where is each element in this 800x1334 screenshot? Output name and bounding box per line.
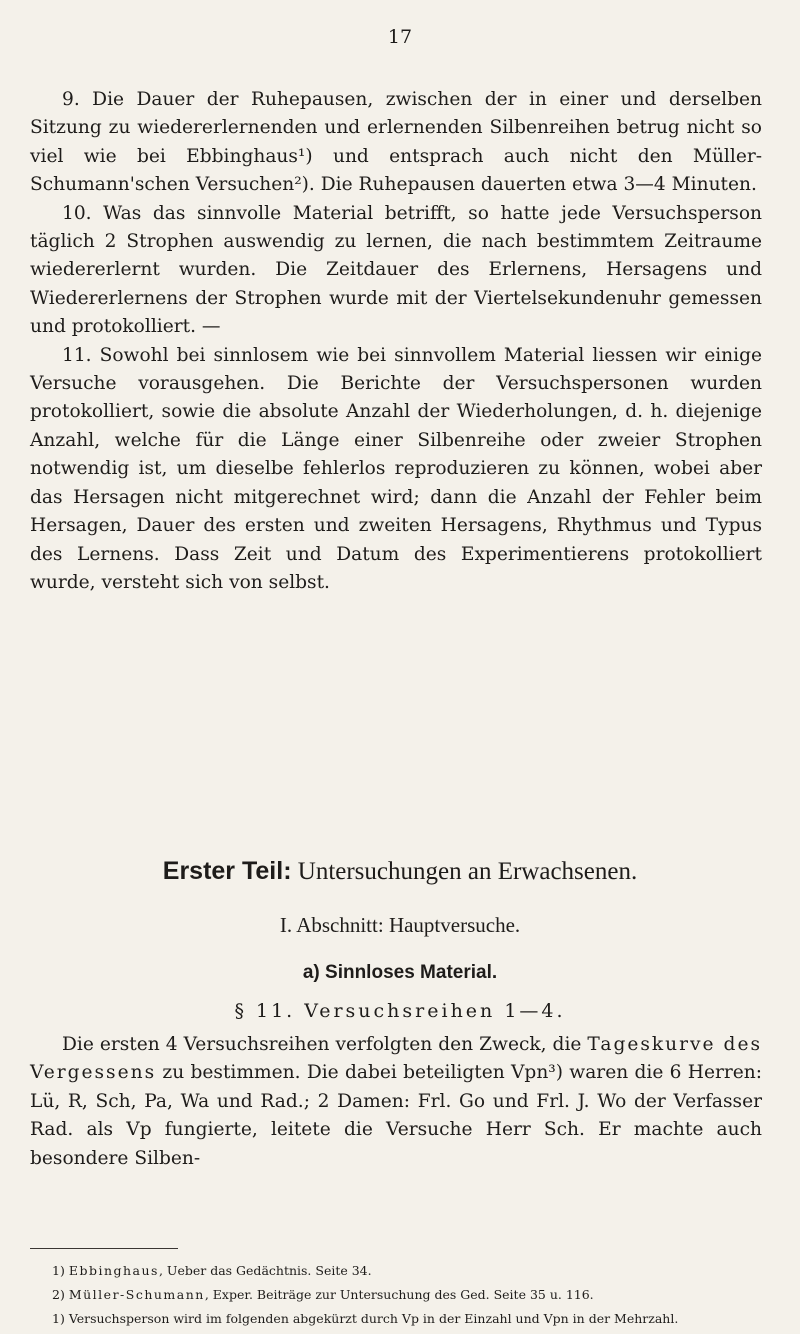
page-number: 17	[387, 26, 413, 48]
footnote: 1) Ebbinghaus, Ueber das Gedächtnis. Seite 34.	[52, 1263, 372, 1278]
footnote: 2) Müller-Schumann, Exper. Beiträge zur Untersuchung des Ged. Seite 35 u. 116.	[52, 1287, 594, 1302]
footnotes	[30, 1262, 762, 1334]
term-tageskurve: Tageskurve des Vergessens	[30, 1034, 762, 1084]
section-heading: I. Abschnitt: Hauptversuche.	[279, 913, 521, 937]
part-label: Erster Teil:	[162, 857, 292, 885]
footnote-rule	[30, 1248, 178, 1249]
part-heading	[0, 855, 800, 888]
intro-part-2: zu bestimmen. Die dabei beteiligten Vpn³) waren die 6 Herren: Lü, R, Sch, Pa, Wa und Rad.; 2 Damen: Frl. Go und Frl. J. Wo der Verfasser Rad. als Vp fungierte, leitete die Versuche Herr Sch. Er machte auch besondere Silben-	[30, 1062, 762, 1169]
series-heading: § 11. Versuchsreihen 1—4.	[234, 1000, 566, 1022]
subsection-heading: a) Sinnloses Material.	[302, 962, 498, 983]
lower-text-block	[30, 1031, 762, 1173]
paragraph-11: 11. Sowohl bei sinnlosem wie bei sinnvollem Material liessen wir einige Versuche vorausgehen. Die Berichte der Versuchspersonen wurden protokolliert, sowie die absolute Anzahl der Wiederholungen, d. h. diejenige Anzahl, welche für die Länge einer Silbenreihe oder zweier Strophen notwendig ist, um dieselbe fehlerlos reproduzieren zu können, wobei aber das Hersagen nicht mitgerechnet wird; dann die Anzahl der Fehler beim Hersagen, Dauer des ersten und zweiten Hersagens, Rhythmus und Typus des Lernens. Dass Zeit und Datum des Experimentierens protokolliert wurde, versteht sich von selbst.	[30, 344, 762, 593]
intro-part-1: Die ersten 4 Versuchsreihen verfolgten den Zweck, die	[62, 1034, 588, 1055]
part-title: Untersuchungen an Erwachsenen.	[297, 858, 638, 885]
paragraph-9: 9. Die Dauer der Ruhepausen, zwischen der in einer und derselben Sitzung zu wiedererlernenden und erlernenden Silbenreihen betrug nicht so viel wie bei Ebbinghaus¹) und entsprach auch nicht den Müller-Schumann'schen Versuchen²). Die Ruhepausen dauerten etwa 3—4 Minuten.	[30, 89, 762, 196]
upper-text-block	[30, 86, 762, 597]
footnote: 1) Versuchsperson wird im folgenden abgekürzt durch Vp in der Einzahl und Vpn in der Mehrzahl.	[52, 1311, 679, 1326]
paragraph-10: 10. Was das sinnvolle Material betrifft, so hatte jede Versuchsperson täglich 2 Strophen auswendig zu lernen, die nach bestimmtem Zeitraume wiedererlernt wurden. Die Zeitdauer des Erlernens, Hersagens und Wiedererlernens der Strophen wurde mit der Viertelsekundenuhr gemessen und protokolliert. —	[30, 202, 762, 338]
paragraph-series-intro	[30, 1031, 762, 1173]
